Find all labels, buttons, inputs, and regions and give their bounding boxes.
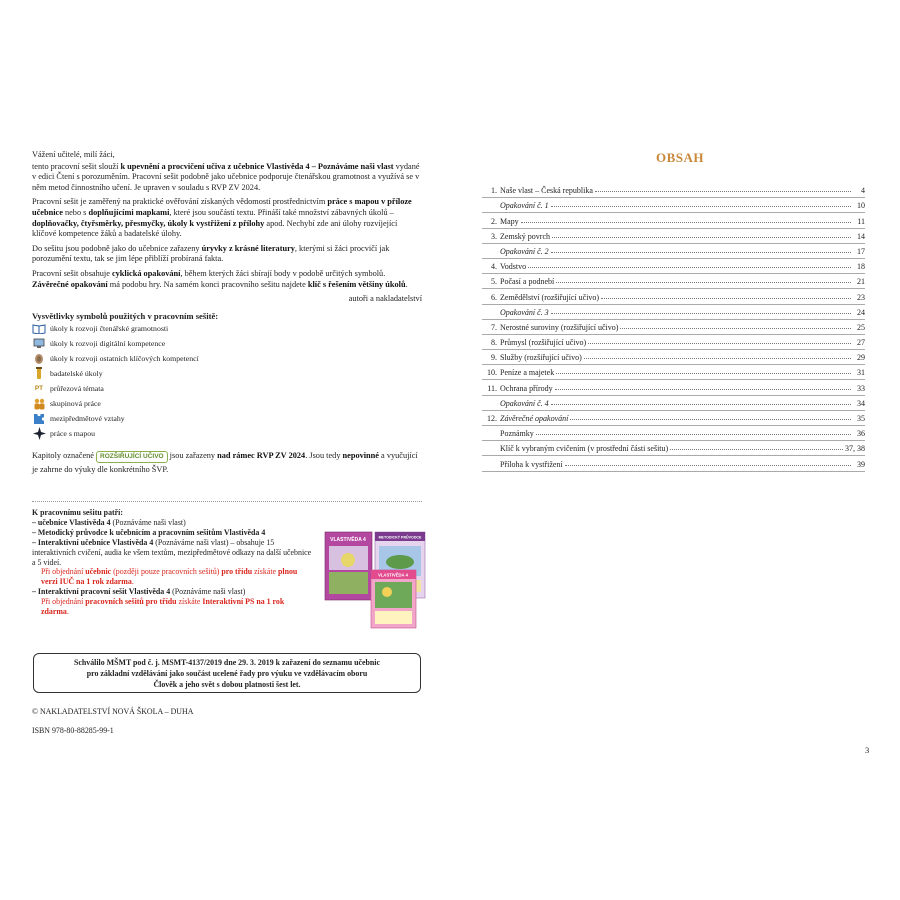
- computer-icon: [32, 338, 46, 350]
- magnifier-icon: [32, 368, 46, 380]
- related-item: – Metodický průvodce k učebnicím a pracovním sešitům Vlastivěda 4: [32, 527, 266, 537]
- pt-icon: PT: [34, 384, 44, 392]
- toc-row[interactable]: 6. Zemědělství (rozšiřující učivo) 23: [482, 289, 865, 304]
- extension-badge: ROZŠIŘUJÍCÍ UČIVO: [96, 451, 168, 463]
- toc-row[interactable]: 12. Závěrečné opakování 35: [482, 411, 865, 426]
- toc-row[interactable]: 2. Mapy 11: [482, 213, 865, 228]
- approval-line: Schválilo MŠMT pod č. j. MSMT-4137/2019 dne 29. 3. 2019 k zařazení do seznamu učebnic: [74, 658, 380, 667]
- toc-row[interactable]: 1. Naše vlast – Česká republika 4: [482, 183, 865, 198]
- legend-item: mezipředmětové vztahy: [32, 411, 422, 426]
- legend-item: PT průřezová témata: [32, 381, 422, 396]
- toc-row[interactable]: 3. Zemský povrch 14: [482, 229, 865, 244]
- approval-line: Člověk a jeho svět s dobou platnosti šest let.: [153, 680, 301, 689]
- cover-textbook: [325, 532, 372, 600]
- toc-row[interactable]: 7. Nerostné suroviny (rozšiřující učivo) 25: [482, 320, 865, 335]
- legend-item: úkoly k rozvoji čtenářské gramotnosti: [32, 321, 422, 336]
- legend-item: badatelské úkoly: [32, 366, 422, 381]
- approval-line: pro základní vzdělávání jako součást ucelené řady pro výuku ve vzdělávacím oboru: [86, 669, 368, 678]
- group-icon: [32, 398, 46, 410]
- legend-item: úkoly k rozvoji digitální kompetence: [32, 336, 422, 351]
- extension-note: Kapitoly označené ROZŠIŘUJÍCÍ UČIVO jsou zařazeny nad rámec RVP ZV 2024. Jsou tedy nepovinné a vyučující je zahrne do výuky dle konkrétního ŠVP.: [32, 451, 418, 475]
- toc-row[interactable]: 5. Počasí a podnebí 21: [482, 274, 865, 289]
- intro-section: [32, 150, 422, 481]
- related-offer: Při objednání učebnic (později pouze pracovních sešitů) pro třídu získáte plnou verzi IUČ na 1 rok zdarma.: [41, 567, 298, 587]
- approval-box: [33, 653, 421, 693]
- cover-workbook: [371, 570, 416, 628]
- greeting: Vážení učitelé, milí žáci,: [32, 150, 115, 159]
- toc-row[interactable]: Klíč k vybraným cvičením (v prostřední části sešitu) 37, 38: [482, 441, 865, 456]
- related-title: K pracovnímu sešitu patří:: [32, 508, 123, 517]
- toc-title: OBSAH: [655, 150, 704, 165]
- related-item: – Interaktivní učebnice Vlastivěda 4 (Poznáváme naši vlast) – obsahuje 15 interaktivních cvičení, audia ke všem textům, mezipředmětové odkazy na další učebnice a 5 videí.: [32, 537, 312, 567]
- cover-workbook-title: VLASTIVĚDA 4: [378, 572, 408, 578]
- toc-row[interactable]: 4. Vodstvo 18: [482, 259, 865, 274]
- intro-paragraph-2: Pracovní sešit je zaměřený na praktické ověřování získaných vědomostí prostřednictvím práce s mapou v příloze učebnice nebo s doplňujícími mapkami, které jsou součástí textu. Přináší také množství zábavných úkolů – doplňovačky, čtyřsměrky, přesmyčky, úkoly k vystřižení z přílohy apod. Nechybí zde ani úlohy rozvíjející klíčové kompetence žáků a badatelské úlohy.: [32, 197, 412, 239]
- intro-paragraph-3: Do sešitu jsou podobně jako do učebnice zařazeny úryvky z krásné literatury, kterými si žáci procvičí jak porozumění textu, tak se jim lépe přiblíží probíraná fakta.: [32, 243, 390, 264]
- section-divider: [32, 501, 422, 502]
- toc-row[interactable]: Příloha k vystřižení 39: [482, 456, 865, 471]
- hand-icon: [32, 353, 46, 365]
- legend-item: skupinová práce: [32, 396, 422, 411]
- toc-row[interactable]: Opakování č. 2 17: [482, 244, 865, 259]
- signature: autoři a nakladatelství: [348, 294, 422, 304]
- page-number: 3: [865, 745, 870, 755]
- related-item: – Interaktivní pracovní sešit Vlastivěda 4 (Poznáváme naši vlast): [32, 587, 246, 597]
- legend-title: Vysvětlivky symbolů použitých v pracovním sešitě:: [32, 310, 219, 321]
- related-item: – učebnice Vlastivěda 4 (Poznáváme naši vlast): [32, 517, 186, 527]
- cover-textbook-title: VLASTIVĚDA 4: [330, 537, 366, 543]
- cover-guide-title: METODICKÝ PRŮVODCE: [378, 535, 422, 540]
- legend-item: úkoly k rozvoji ostatních klíčových kompetencí: [32, 351, 422, 366]
- toc-row[interactable]: Opakování č. 4 34: [482, 396, 865, 411]
- toc-row[interactable]: 10. Peníze a majetek 31: [482, 365, 865, 380]
- legend-list: [32, 321, 422, 441]
- toc-row[interactable]: 8. Průmysl (rozšiřující učivo) 27: [482, 335, 865, 350]
- toc-row[interactable]: Poznámky 36: [482, 426, 865, 441]
- related-products: [32, 506, 312, 617]
- toc-row[interactable]: 9. Služby (rozšiřující učivo) 29: [482, 350, 865, 365]
- intro-paragraph-1: tento pracovní sešit slouží k upevnění a procvičení učiva z učebnice Vlastivěda 4 – Poznáváme naši vlast vydané v edici Čtení s porozuměním. Pracovní sešit podobně jako učebnice podporuje čtenářskou gramotnost a využívá se v něm metod činnostního učení. Je upraven v souladu s RVP ZV 2024.: [32, 161, 420, 192]
- book-covers: [323, 530, 428, 630]
- toc-row[interactable]: 11. Ochrana přírody 33: [482, 380, 865, 395]
- legend-item: práce s mapou: [32, 426, 422, 441]
- copyright: © NAKLADATELSTVÍ NOVÁ ŠKOLA – DUHA: [32, 707, 194, 716]
- puzzle-icon: [32, 413, 46, 425]
- toc-row[interactable]: Opakování č. 1 10: [482, 198, 865, 213]
- compass-icon: [32, 428, 46, 440]
- table-of-contents: [482, 183, 865, 472]
- book-icon: [32, 323, 46, 335]
- isbn: ISBN 978-80-88285-99-1: [32, 726, 114, 735]
- intro-paragraph-4: Pracovní sešit obsahuje cyklická opakování, během kterých žáci sbírají body v podobě určitých symbolů. Závěrečné opakování má podobu hry. Na samém konci pracovního sešitu najdete klíč s řešením většiny úkolů.: [32, 268, 408, 289]
- toc-row[interactable]: Opakování č. 3 24: [482, 305, 865, 320]
- related-offer: Při objednání pracovních sešitů pro třídu získáte Interaktivní PS na 1 rok zdarma.: [41, 597, 285, 617]
